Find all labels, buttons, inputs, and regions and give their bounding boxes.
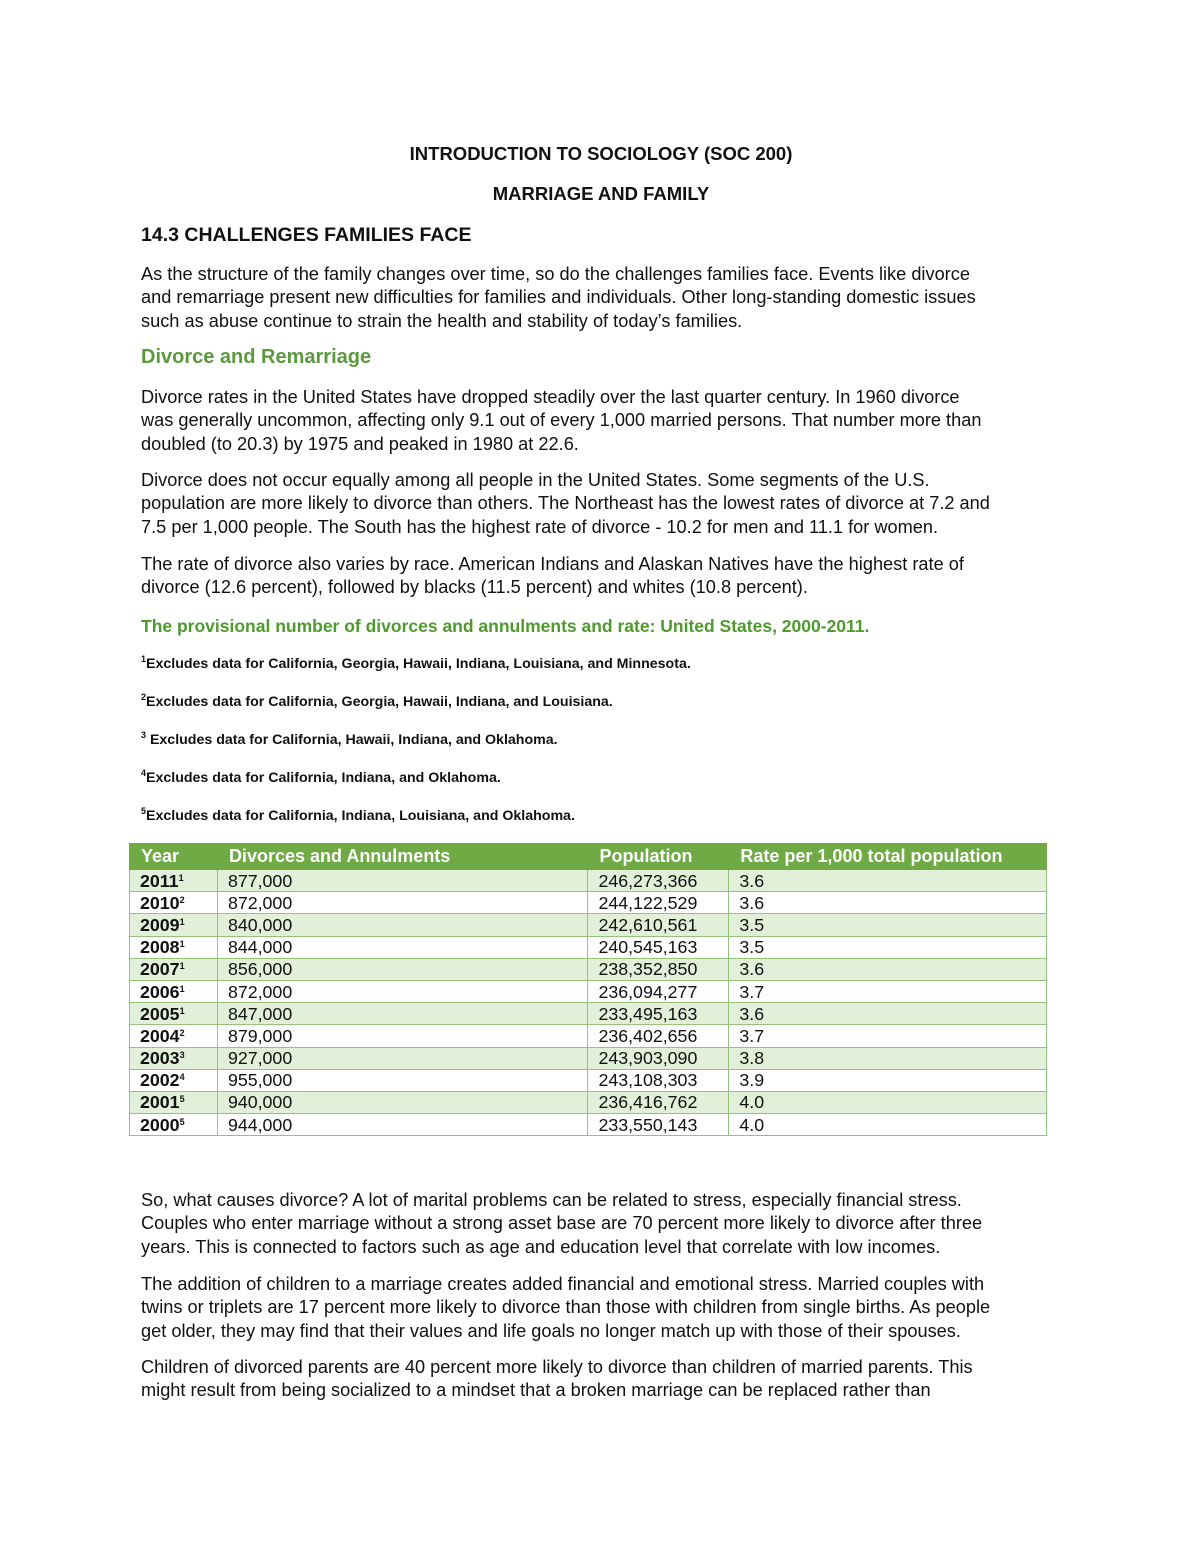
divorces-cell: 847,000 (217, 1003, 588, 1025)
year-value: 2003 (140, 1048, 180, 1069)
footnote-marker: 1 (179, 939, 185, 950)
paragraph-line: doubled (to 20.3) by 1975 and peaked in 1980 at 22.6. (141, 433, 579, 454)
year-value: 2009 (140, 914, 180, 935)
year-cell (130, 980, 218, 1002)
population-cell: 238,352,850 (588, 958, 729, 980)
column-header-divorces: Divorces and Annulments (217, 844, 588, 870)
intro-line: such as abuse continue to strain the health and stability of today’s families. (141, 310, 743, 331)
rate-cell: 3.7 (729, 980, 1047, 1002)
divorces-cell: 844,000 (217, 936, 588, 958)
year-value: 2006 (140, 981, 180, 1002)
column-header-rate: Rate per 1,000 total population (729, 844, 1047, 870)
population-cell: 246,273,366 (588, 870, 729, 892)
table-row (130, 1025, 1047, 1047)
divorce-paragraph-1 (141, 386, 1061, 456)
table-row (130, 914, 1047, 936)
divorces-cell: 944,000 (217, 1114, 588, 1136)
year-value: 2007 (140, 959, 180, 980)
population-cell: 243,108,303 (588, 1069, 729, 1091)
divorce-paragraph-2 (141, 469, 1061, 539)
table-note-3 (141, 732, 558, 748)
table-row (130, 1114, 1047, 1136)
table-row (130, 892, 1047, 914)
population-cell: 242,610,561 (588, 914, 729, 936)
note-text: Excludes data for California, Georgia, Hawaii, Indiana, Louisiana, and Minnesota. (146, 656, 691, 672)
year-value: 2002 (140, 1070, 180, 1091)
year-value: 2005 (140, 1003, 180, 1024)
course-title: INTRODUCTION TO SOCIOLOGY (SOC 200) (409, 143, 793, 164)
paragraph-line: Children of divorced parents are 40 percent more likely to divorce than children of married parents. This (141, 1357, 973, 1377)
paragraph-line: divorce (12.6 percent), followed by blacks (11.5 percent) and whites (10.8 percent). (141, 577, 808, 598)
population-cell: 233,495,163 (588, 1003, 729, 1025)
population-cell: 236,094,277 (588, 980, 729, 1002)
rate-cell: 3.6 (729, 870, 1047, 892)
footnote-marker: 1 (179, 961, 185, 972)
rate-cell: 3.7 (729, 1025, 1047, 1047)
year-cell (130, 892, 218, 914)
footnote-marker: 1 (179, 1005, 185, 1016)
column-header-year: Year (130, 844, 218, 870)
divorce-subheading: Divorce and Remarriage (141, 346, 372, 368)
footnote-marker: 5 (179, 1094, 185, 1105)
rate-cell: 4.0 (729, 1091, 1047, 1113)
rate-cell: 4.0 (729, 1114, 1047, 1136)
causes-paragraph-3 (141, 1356, 1061, 1403)
year-cell (130, 870, 218, 892)
paragraph-line: get older, they may find that their values and life goals no longer match up with those of their spouses. (141, 1320, 961, 1341)
rate-cell: 3.5 (729, 936, 1047, 958)
year-value: 2004 (140, 1025, 180, 1046)
footnote-marker: 5 (179, 1116, 185, 1127)
paragraph-line: The rate of divorce also varies by race. American Indians and Alaskan Natives have the highest rate of (141, 554, 964, 574)
intro-paragraph (141, 263, 1061, 333)
year-value: 2008 (140, 937, 180, 958)
note-number: 3 (141, 730, 147, 740)
table-row (130, 980, 1047, 1002)
rate-cell: 3.6 (729, 958, 1047, 980)
paragraph-line: years. This is connected to factors such as age and education level that correlate with low incomes. (141, 1236, 941, 1257)
divorces-cell: 872,000 (217, 980, 588, 1002)
paragraph-line: was generally uncommon, affecting only 9.1 out of every 1,000 married persons. That number more than (141, 410, 982, 431)
population-cell: 233,550,143 (588, 1114, 729, 1136)
year-cell (130, 914, 218, 936)
population-cell: 244,122,529 (588, 892, 729, 914)
population-cell: 236,402,656 (588, 1025, 729, 1047)
year-cell (130, 936, 218, 958)
paragraph-line: twins or triplets are 17 percent more likely to divorce than those with children from single births. As people (141, 1297, 991, 1318)
divorce-paragraph-3 (141, 553, 1061, 600)
paragraph-line: might result from being socialized to a mindset that a broken marriage can be replaced rather than (141, 1380, 931, 1401)
intro-line: As the structure of the family changes over time, so do the challenges families face. Events like divorce (141, 264, 970, 284)
divorces-cell: 872,000 (217, 892, 588, 914)
note-text: Excludes data for California, Indiana, and Oklahoma. (146, 770, 501, 786)
footnote-marker: 1 (178, 872, 184, 883)
footnote-marker: 4 (179, 1072, 185, 1083)
table-row (130, 870, 1047, 892)
year-cell (130, 1091, 218, 1113)
rate-cell: 3.8 (729, 1047, 1047, 1069)
divorces-cell: 879,000 (217, 1025, 588, 1047)
year-cell (130, 958, 218, 980)
footnote-marker: 1 (179, 916, 185, 927)
year-cell (130, 1003, 218, 1025)
note-number: 5 (141, 806, 147, 816)
table-caption: The provisional number of divorces and annulments and rate: United States, 2000-2011. (141, 616, 870, 636)
paragraph-line: 7.5 per 1,000 people. The South has the highest rate of divorce - 10.2 for men and 11.1 for women. (141, 516, 939, 537)
note-number: 1 (141, 654, 147, 664)
note-number: 4 (141, 768, 147, 778)
footnote-marker: 2 (179, 1027, 185, 1038)
intro-line: and remarriage present new difficulties for families and individuals. Other long-standing domestic issues (141, 287, 976, 308)
paragraph-line: Couples who enter marriage without a strong asset base are 70 percent more likely to divorce after three (141, 1213, 983, 1234)
paragraph-line: Divorce does not occur equally among all people in the United States. Some segments of the U.S. (141, 470, 930, 490)
footnote-marker: 2 (179, 894, 185, 905)
note-text: Excludes data for California, Hawaii, Indiana, and Oklahoma. (146, 732, 558, 748)
table-note-5 (141, 808, 575, 824)
rate-cell: 3.5 (729, 914, 1047, 936)
footnote-marker: 3 (179, 1050, 185, 1061)
population-cell: 236,416,762 (588, 1091, 729, 1113)
column-header-population: Population (588, 844, 729, 870)
year-cell (130, 1069, 218, 1091)
table-header-row (130, 844, 1047, 870)
footnote-marker: 1 (179, 983, 185, 994)
year-value: 2011 (140, 870, 179, 891)
rate-cell: 3.6 (729, 1003, 1047, 1025)
table-body (130, 870, 1047, 1136)
table-row (130, 1003, 1047, 1025)
paragraph-line: The addition of children to a marriage creates added financial and emotional stress. Married couples with (141, 1274, 985, 1294)
year-value: 2010 (140, 892, 180, 913)
divorces-cell: 856,000 (217, 958, 588, 980)
rate-cell: 3.6 (729, 892, 1047, 914)
year-value: 2001 (140, 1092, 180, 1113)
rate-cell: 3.9 (729, 1069, 1047, 1091)
divorces-cell: 877,000 (217, 870, 588, 892)
year-value: 2000 (140, 1114, 180, 1135)
chapter-title: MARRIAGE AND FAMILY (492, 183, 710, 204)
paragraph-line: population are more likely to divorce than others. The Northeast has the lowest rates of divorce at 7.2 and (141, 493, 990, 514)
table-row (130, 1069, 1047, 1091)
causes-paragraph-1 (141, 1189, 1061, 1259)
divorces-cell: 940,000 (217, 1091, 588, 1113)
paragraph-line: Divorce rates in the United States have dropped steadily over the last quarter century. In 1960 divorce (141, 387, 960, 407)
note-number: 2 (141, 692, 147, 702)
year-cell (130, 1047, 218, 1069)
note-text: Excludes data for California, Indiana, Louisiana, and Oklahoma. (146, 808, 575, 824)
table-row (130, 936, 1047, 958)
divorces-cell: 955,000 (217, 1069, 588, 1091)
section-heading: 14.3 CHALLENGES FAMILIES FACE (141, 224, 472, 246)
divorces-cell: 927,000 (217, 1047, 588, 1069)
population-cell: 243,903,090 (588, 1047, 729, 1069)
table-note-1 (141, 656, 691, 672)
population-cell: 240,545,163 (588, 936, 729, 958)
table-note-4 (141, 770, 501, 786)
causes-paragraph-2 (141, 1273, 1061, 1343)
divorces-cell: 840,000 (217, 914, 588, 936)
table-note-2 (141, 694, 613, 710)
note-text: Excludes data for California, Georgia, Hawaii, Indiana, and Louisiana. (146, 694, 613, 710)
table-row (130, 1091, 1047, 1113)
paragraph-line: So, what causes divorce? A lot of marital problems can be related to stress, especially financial stress. (141, 1190, 962, 1210)
table-row (130, 1047, 1047, 1069)
divorce-data-table (129, 843, 1047, 1136)
year-cell (130, 1025, 218, 1047)
table-row (130, 958, 1047, 980)
year-cell (130, 1114, 218, 1136)
